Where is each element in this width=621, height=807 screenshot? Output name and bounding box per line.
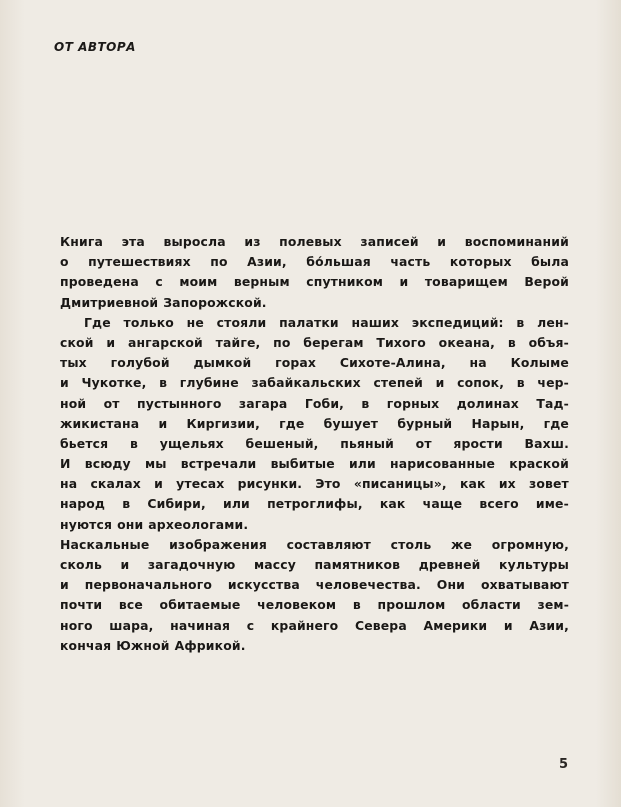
word: дымкой <box>193 355 252 371</box>
word: выросла <box>163 234 226 249</box>
word: Вахш. <box>524 435 569 451</box>
word: бурный <box>397 415 453 431</box>
word: археологами. <box>148 516 249 532</box>
word: первоначального <box>84 577 212 593</box>
word: проведена <box>60 274 139 290</box>
word: Киргизии, <box>186 415 260 431</box>
word: в <box>159 375 168 391</box>
word: Наскальные <box>60 536 150 552</box>
word: где <box>279 415 305 431</box>
word: столь <box>390 536 432 552</box>
word: верным <box>233 274 290 290</box>
word: пустынного <box>137 395 222 411</box>
word: народ <box>60 496 106 512</box>
word: рисунки. <box>237 476 303 492</box>
word: моим <box>179 274 218 290</box>
text-line <box>60 414 569 434</box>
text-line <box>60 313 569 333</box>
word: тайге, <box>215 334 261 350</box>
word: или <box>348 456 376 472</box>
text-line <box>60 555 569 575</box>
text-line <box>60 535 569 555</box>
word: товарищем <box>424 274 508 290</box>
text-line <box>60 494 569 514</box>
word: скалах <box>90 476 141 492</box>
word: палатки <box>279 314 339 330</box>
word: же <box>450 536 473 552</box>
word: изображения <box>169 536 267 552</box>
word: и <box>158 415 168 431</box>
word: Запорожской. <box>163 294 267 310</box>
word: массу <box>253 557 296 572</box>
word: Южной <box>116 637 170 653</box>
word: и <box>120 557 130 572</box>
word: и <box>106 334 116 350</box>
word: краской <box>509 456 569 472</box>
word: мы <box>144 456 167 472</box>
word: обитаемые <box>159 597 241 613</box>
page-number: 5 <box>559 757 569 772</box>
text-line <box>60 373 569 393</box>
word: с <box>155 274 163 290</box>
word: Верой <box>524 274 569 290</box>
word: шара, <box>109 617 154 633</box>
word: по <box>273 334 291 350</box>
word: бешеный, <box>245 435 319 451</box>
word: Америки <box>423 617 488 633</box>
word: Азии, <box>247 254 287 270</box>
text-line <box>60 474 569 494</box>
word: тых <box>60 355 87 371</box>
word: всюду <box>84 456 131 472</box>
word: огромную, <box>491 536 569 552</box>
word: наших <box>351 314 399 330</box>
word: не <box>186 314 204 330</box>
word: Гоби, <box>304 395 345 411</box>
word: в <box>516 375 525 391</box>
word: океана, <box>438 334 496 350</box>
word: глубине <box>179 375 239 391</box>
word: Нарын, <box>471 415 525 431</box>
word: петроглифы, <box>267 496 363 512</box>
word: почти <box>60 597 103 613</box>
word: древней <box>418 557 481 572</box>
word: спутником <box>306 274 384 290</box>
word: ной <box>60 395 87 411</box>
word: сколь <box>60 557 102 572</box>
word: начиная <box>170 617 231 633</box>
word: ской <box>60 334 94 350</box>
word: нарисованные <box>390 456 496 472</box>
text-line <box>60 252 569 272</box>
word: и <box>503 617 513 633</box>
word: долинах <box>456 395 519 411</box>
word: ангарской <box>127 334 203 350</box>
running-header: ОТ АВТОРА <box>54 40 136 54</box>
word: в <box>361 395 370 411</box>
body-text <box>60 232 569 656</box>
word: зовет <box>529 476 569 492</box>
word: в <box>130 435 138 451</box>
word: Дмитриевной <box>60 294 159 310</box>
word: кончая <box>60 637 112 653</box>
text-line <box>60 434 569 454</box>
word: только <box>123 314 174 330</box>
word: жикистана <box>60 415 140 431</box>
word: которых <box>449 254 512 270</box>
word: они <box>117 516 144 532</box>
word: искусства <box>227 577 300 593</box>
word: от <box>415 435 432 451</box>
word: или <box>223 496 250 512</box>
word: о <box>60 254 69 270</box>
word: утесах <box>176 476 225 492</box>
word: и <box>437 234 447 249</box>
word: памятников <box>314 557 401 572</box>
word: Сихоте-Алина, <box>339 355 446 371</box>
word: и <box>154 476 163 492</box>
word: чер- <box>537 375 569 391</box>
word: и <box>399 274 409 290</box>
word: Это <box>315 476 341 492</box>
word: чаще <box>422 496 463 512</box>
word: выбитые <box>270 456 335 472</box>
word: Книга <box>60 234 103 249</box>
word: ного <box>60 617 93 633</box>
text-line <box>60 272 569 292</box>
word: путешествиях <box>88 254 191 270</box>
word: загадочную <box>147 557 236 572</box>
word: в <box>516 314 525 330</box>
word: всего <box>479 496 519 512</box>
word: в <box>122 496 131 512</box>
word: человечества. <box>315 577 421 593</box>
word: ярости <box>453 435 503 451</box>
word: горах <box>275 355 317 371</box>
word: записей <box>360 234 419 249</box>
word: И <box>60 456 71 472</box>
word: Сибири, <box>147 496 206 512</box>
word: ущельях <box>159 435 224 451</box>
word: Севера <box>354 617 407 633</box>
word: и <box>435 375 445 391</box>
word: была <box>531 254 569 270</box>
word: Чукотке, <box>81 375 147 391</box>
word: полевых <box>279 234 342 249</box>
word: забайкальских <box>251 375 361 391</box>
word: Колыме <box>510 355 569 371</box>
word: горных <box>386 395 440 411</box>
word: эта <box>121 234 145 249</box>
word: прошлом <box>377 597 446 613</box>
word: на <box>60 476 78 492</box>
word: на <box>469 355 487 371</box>
word: бушует <box>323 415 379 431</box>
word: лен- <box>537 314 569 330</box>
word: голубой <box>110 355 170 371</box>
word: крайнего <box>270 617 339 633</box>
text-line <box>60 454 569 474</box>
text-line <box>60 595 569 615</box>
text-line <box>60 333 569 353</box>
word: «писаницы», <box>353 476 447 492</box>
word: Где <box>84 314 111 330</box>
word: где <box>543 415 569 431</box>
word: составляют <box>286 536 371 552</box>
word: сопок, <box>457 375 505 391</box>
text-line <box>60 575 569 595</box>
word: часть <box>390 254 431 270</box>
word: Азии, <box>529 617 569 633</box>
word: из <box>244 234 261 249</box>
word: загара <box>238 395 288 411</box>
word: как <box>379 496 406 512</box>
word: бо́льшая <box>306 254 371 270</box>
word: и <box>60 375 69 391</box>
word: стояли <box>216 314 267 330</box>
text-line <box>60 353 569 373</box>
word: как <box>459 476 486 492</box>
word: и <box>60 577 69 593</box>
word: с <box>246 617 255 633</box>
word: Африкой. <box>174 637 246 653</box>
text-line <box>60 293 569 313</box>
word: зем- <box>537 597 569 613</box>
word: встречали <box>180 456 257 472</box>
word: экспедиций: <box>411 314 504 330</box>
word: охватывают <box>480 577 569 593</box>
word: объя- <box>528 334 569 350</box>
word: в <box>507 334 516 350</box>
word: в <box>352 597 361 613</box>
word: пьяный <box>340 435 394 451</box>
word: все <box>118 597 143 613</box>
word: берегам <box>303 334 364 350</box>
word: культуры <box>499 557 569 572</box>
word: области <box>462 597 521 613</box>
text-line <box>60 515 569 535</box>
word: бьется <box>60 435 109 451</box>
word: име- <box>535 496 569 512</box>
text-line <box>60 636 569 656</box>
word: их <box>498 476 516 492</box>
word: Тихого <box>376 334 426 350</box>
text-line <box>60 616 569 636</box>
text-line <box>60 394 569 414</box>
word: нуются <box>60 516 113 532</box>
word: степей <box>373 375 423 391</box>
word: воспоминаний <box>464 234 569 249</box>
word: Они <box>436 577 466 593</box>
word: Тад- <box>536 395 569 411</box>
word: от <box>103 395 120 411</box>
word: человеком <box>257 597 337 613</box>
text-line <box>60 232 569 252</box>
word: по <box>210 254 228 270</box>
